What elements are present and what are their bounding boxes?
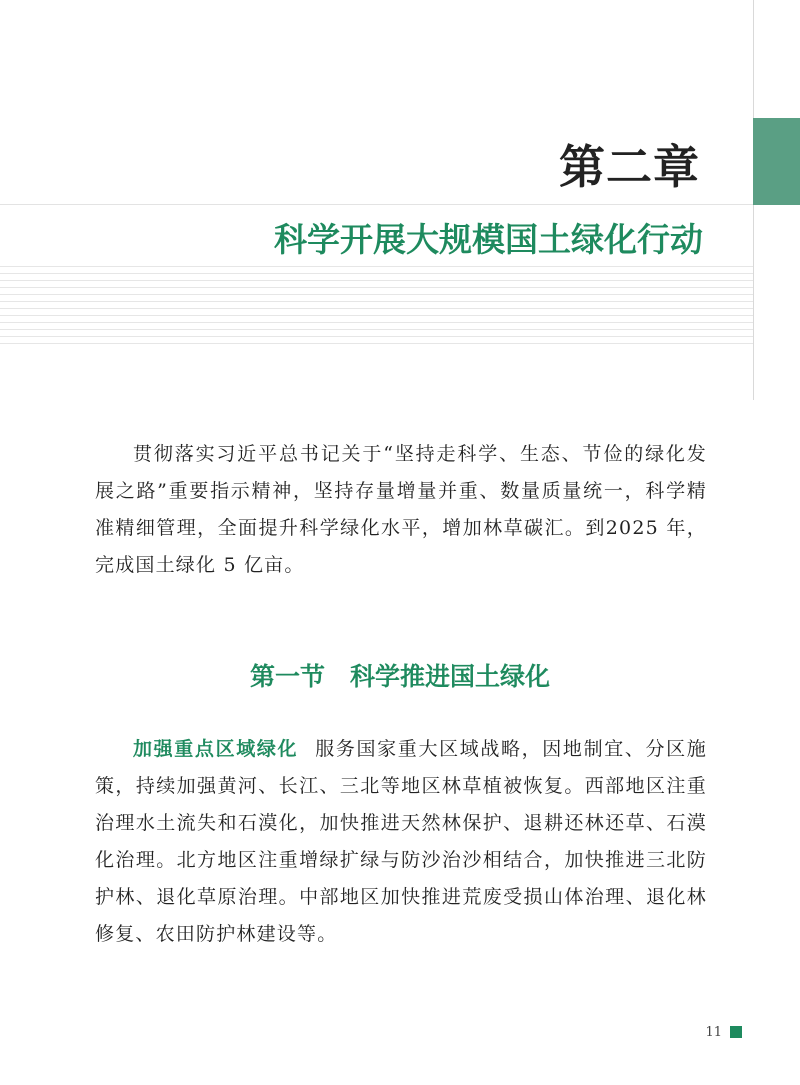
intro-paragraph: 贯彻落实习近平总书记关于“坚持走科学、生态、节俭的绿化发展之路”重要指示精神，坚持存量增量并重、数量质量统一，科学精准精细管理，全面提升科学绿化水平，增加林草碳汇。到2025 年，完成国土绿化 5 亿亩。: [95, 443, 707, 576]
section-title: 第一节 科学推进国土绿化: [249, 662, 550, 691]
chapter-side-tab: [753, 118, 800, 205]
page-marker-square: [730, 1026, 742, 1038]
decorative-line-band: [0, 266, 753, 350]
header-divider: [0, 204, 753, 205]
page-number: 11: [705, 1025, 722, 1040]
body-paragraph: [95, 731, 707, 953]
chapter-title: 科学开展大规模国土绿化行动: [274, 220, 703, 259]
paragraph-body-text: 服务国家重大区域战略，因地制宜、分区施策，持续加强黄河、长江、三北等地区林草植被恢复。西部地区注重治理水土流失和石漠化，加快推进天然林保护、退耕还林还草、石漠化治理。北方地区注重增绿扩绿与防沙治沙相结合，加快推进三北防护林、退化草原治理。中部地区加快推进荒废受损山体治理、退化林修复、农田防护林建设等。: [95, 738, 707, 945]
paragraph-lead-heading: 加强重点区域绿化: [133, 738, 299, 760]
chapter-number: 第二章: [559, 140, 700, 194]
